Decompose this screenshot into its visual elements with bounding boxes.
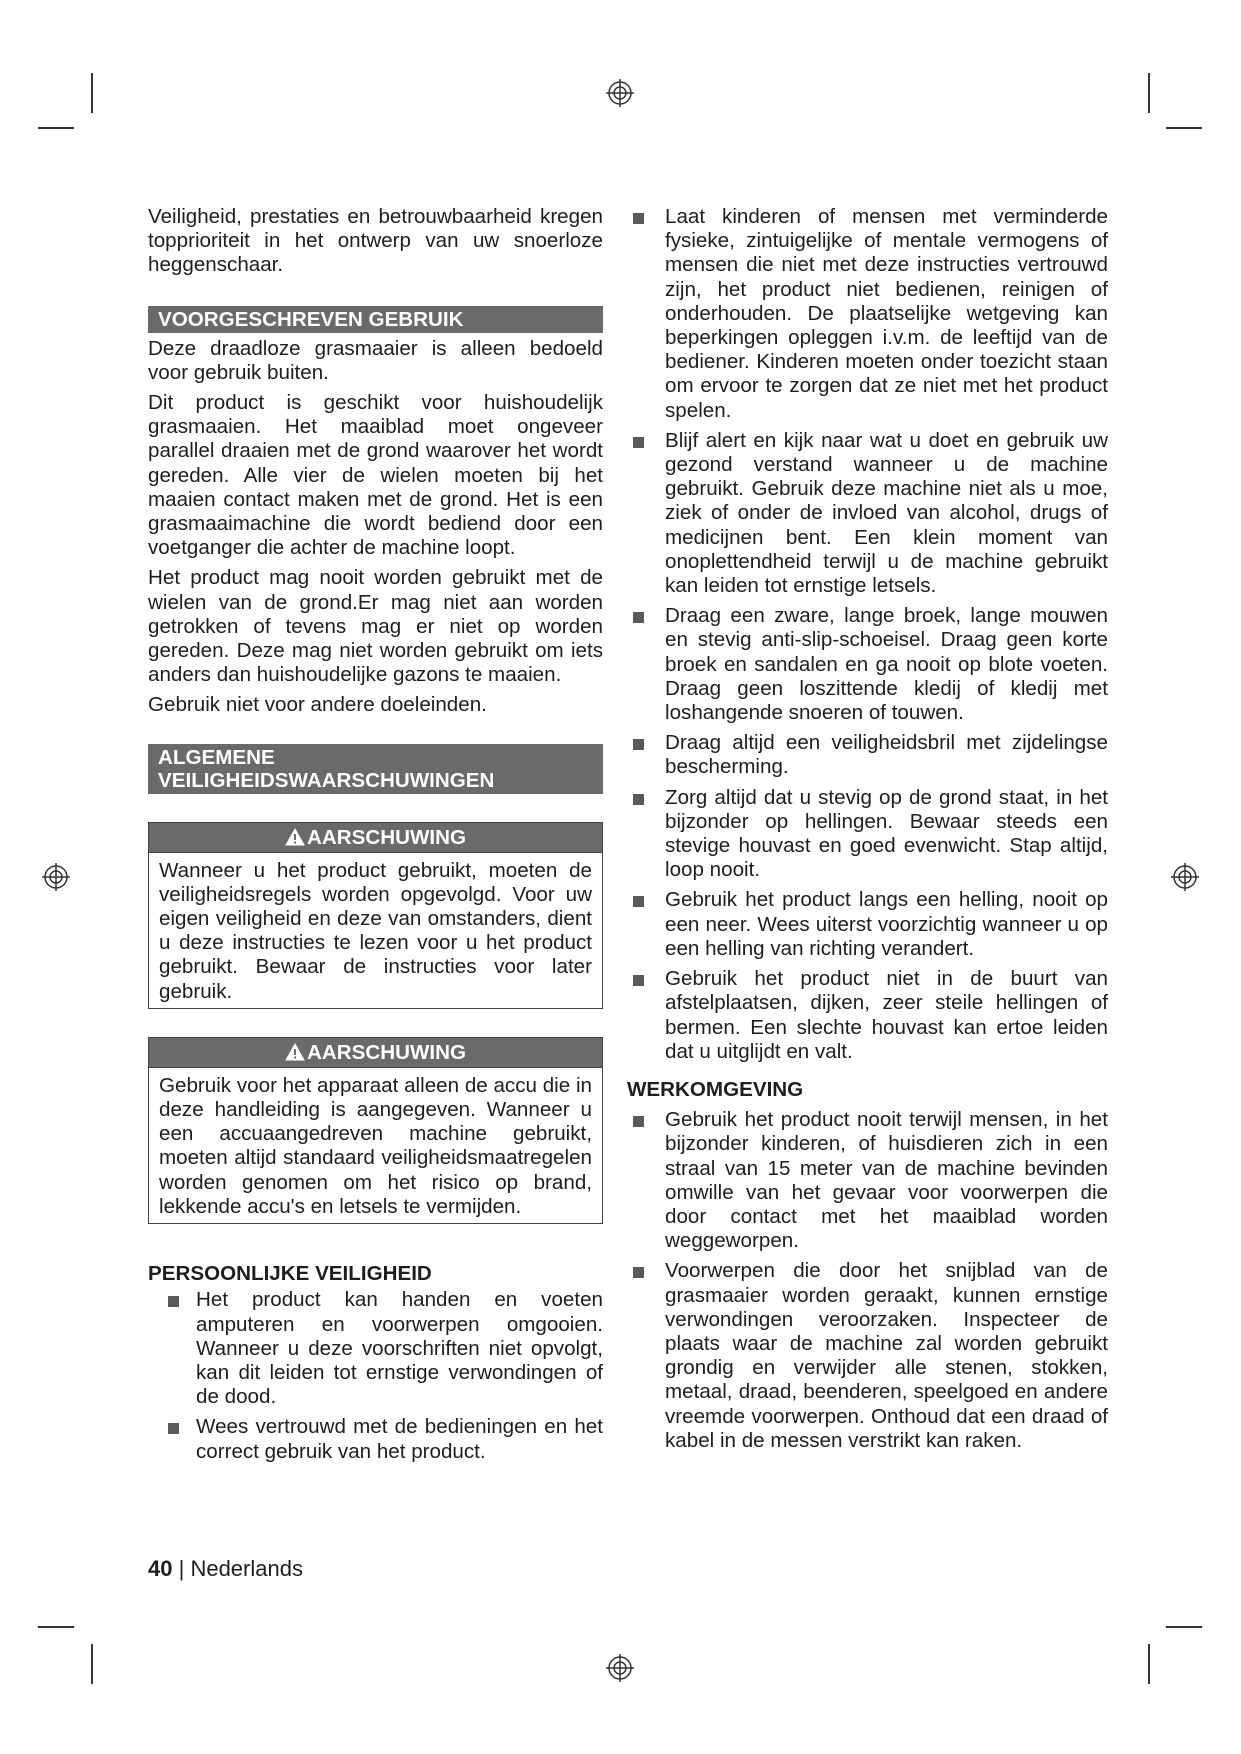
square-bullet-icon xyxy=(633,612,644,623)
square-bullet-icon xyxy=(633,1116,644,1127)
general-safety-list xyxy=(630,205,1108,1064)
section-title-intended-use: VOORGESCHREVEN GEBRUIK xyxy=(148,306,603,333)
warning-box-1-text: Wanneer u het product gebruikt, moeten de veiligheidsregels worden opgevolgd. Voor uw eigen veiligheid en deze van omstanders, dient u deze instructies te lezen voor u het product gebruikt. Bewaar de instructies voor later gebruik. xyxy=(159,858,592,1003)
list-item: Laat kinderen of mensen met verminderde fysieke, zintuigelijke of mentale vermogens of mensen die niet met deze instructies vertrouwd zijn, het product niet bedienen, reinigen of onderhouden. De plaatselijke wetgeving kan beperkingen opleggen i.v.m. de leeftijd van de bediener. Kinderen moeten onder toezicht staan om ervoor te zorgen dat ze niet met het product spelen. xyxy=(633,205,1108,423)
registration-mark-icon-right xyxy=(1170,862,1200,892)
warning-box-1 xyxy=(148,822,603,1009)
page-number: 40 xyxy=(148,1556,173,1581)
crop-mark-bottom-left-vertical xyxy=(91,1644,93,1684)
warning-triangle-icon xyxy=(285,828,305,846)
registration-mark-icon-left xyxy=(41,862,71,892)
list-item: Blijf alert en kijk naar wat u doet en gebruik uw gezond verstand wanneer u de machine gebruikt. Gebruik deze machine niet als u moe, ziek of onder de invloed van alcohol, drugs of medicijnen bent. Een klein moment van onoplettendheid terwijl u de machine gebruikt kan leiden tot ernstige letsels. xyxy=(633,429,1108,598)
list-item: Gebruik het product nooit terwijl mensen, in het bijzonder kinderen, of huisdieren zich in een straal van 15 meter van de machine bevinden omwille van het gevaar voor voorwerpen die door contact met het maaiblad worden weggeworpen. xyxy=(633,1108,1108,1253)
square-bullet-icon xyxy=(633,213,644,224)
section-title-work-area: WERKOMGEVING xyxy=(627,1077,804,1101)
left-column xyxy=(148,205,603,1470)
registration-mark-icon-bottom xyxy=(605,1653,635,1683)
square-bullet-icon xyxy=(633,794,644,805)
warning-box-2-header xyxy=(149,1038,602,1068)
warning-box-1-title: AARSCHUWING xyxy=(306,825,467,849)
list-item: Draag altijd een veiligheidsbril met zijdelingse bescherming. xyxy=(633,731,1108,779)
section-title-personal-safety: PERSOONLIJKE VEILIGHEID xyxy=(148,1262,432,1286)
footer-language: Nederlands xyxy=(190,1556,303,1581)
list-item: Draag een zware, lange broek, lange mouwen en stevig anti-slip-schoeisel. Draag geen korte broek en sandalen en ga nooit op blote voeten. Draag geen loszittende kledij of kledij met loshangende snoeren of touwen. xyxy=(633,604,1108,725)
section-title-general-warnings xyxy=(148,744,603,794)
square-bullet-icon xyxy=(633,896,644,907)
list-item: Het product kan handen en voeten amputeren en voorwerpen omgooien. Wanneer u deze voorschriften niet opvolgt, kan dit leiden tot ernstige verwondingen of de dood. xyxy=(168,1288,603,1409)
square-bullet-icon xyxy=(633,739,644,750)
crop-mark-bottom-left-horizontal xyxy=(38,1626,74,1628)
crop-mark-top-left-horizontal xyxy=(38,127,74,129)
square-bullet-icon xyxy=(168,1423,179,1434)
general-warnings-title-line1: ALGEMENE xyxy=(158,745,275,769)
intended-use-paragraph-2: Dit product is geschikt voor huishoudelijk grasmaaien. Het maaiblad moet ongeveer parallel draaien met de grond waarover het wordt gereden. Alle vier de wielen moeten bij het maaien contact maken met de grond. Het is een grasmaaimachine die wordt bediend door een voetganger die achter de machine loopt. xyxy=(148,391,603,560)
warning-box-2 xyxy=(148,1037,603,1224)
footer-separator: | xyxy=(178,1556,185,1581)
intro-paragraph: Veiligheid, prestaties en betrouwbaarheid kregen topprioriteit in het ontwerp van uw snoerloze heggenschaar. xyxy=(148,205,603,277)
warning-triangle-icon xyxy=(285,1043,305,1061)
work-area-list xyxy=(630,1108,1108,1453)
list-item: Zorg altijd dat u stevig op de grond staat, in het bijzonder op hellingen. Bewaar steeds een stevige houvast en goed evenwicht. Stap altijd, loop nooit. xyxy=(633,786,1108,883)
personal-safety-list xyxy=(168,1288,603,1463)
list-item: Gebruik het product langs een helling, nooit op een neer. Wees uiterst voorzichtig wanneer u op een helling van richting verandert. xyxy=(633,888,1108,961)
warning-box-2-text: Gebruik voor het apparaat alleen de accu die in deze handleiding is aangegeven. Wanneer u een accuaangedreven machine gebruikt, moeten altijd standaard veiligheidsmaatregelen worden genomen om het risico op brand, lekkende accu's en letsels te vermijden. xyxy=(159,1073,592,1218)
intended-use-paragraph-1: Deze draadloze grasmaaier is alleen bedoeld voor gebruik buiten. xyxy=(148,336,603,384)
registration-mark-icon-top xyxy=(605,78,635,108)
list-item: Gebruik het product niet in de buurt van afstelplaatsen, dijken, zeer steile hellingen of bermen. Een slechte houvast kan ertoe leiden dat u uitglijdt en valt. xyxy=(633,967,1108,1064)
warning-box-2-title: AARSCHUWING xyxy=(306,1040,467,1064)
crop-mark-top-right-horizontal xyxy=(1166,127,1202,129)
crop-mark-top-left-vertical xyxy=(91,73,93,113)
list-item: Voorwerpen die door het snijblad van de grasmaaier worden geraakt, kunnen ernstige verwondingen veroorzaken. Inspecteer de plaats waar de machine zal worden gebruikt grondig en verwijder alle stenen, stokken, metaal, draad, beenderen, speelgoed en andere vreemde voorwerpen. Onthoud dat een draad of kabel in de messen verstrikt kan raken. xyxy=(633,1259,1108,1453)
square-bullet-icon xyxy=(633,1267,644,1278)
page-footer xyxy=(148,1556,303,1582)
square-bullet-icon xyxy=(633,975,644,986)
intended-use-paragraph-4: Gebruik niet voor andere doeleinden. xyxy=(148,693,487,717)
square-bullet-icon xyxy=(633,437,644,448)
list-item: Wees vertrouwd met de bedieningen en het correct gebruik van het product. xyxy=(168,1415,603,1463)
square-bullet-icon xyxy=(168,1296,179,1307)
crop-mark-bottom-right-vertical xyxy=(1148,1644,1150,1684)
crop-mark-bottom-right-horizontal xyxy=(1166,1626,1202,1628)
general-warnings-title-line2: VEILIGHEIDSWAARSCHUWINGEN xyxy=(158,768,495,792)
crop-mark-top-right-vertical xyxy=(1148,73,1150,113)
warning-box-1-header xyxy=(149,823,602,853)
intended-use-paragraph-3: Het product mag nooit worden gebruikt met de wielen van de grond.Er mag niet aan worden getrokken of tevens mag er niet op worden gereden. Deze mag niet worden gebruikt om iets anders dan huishoudelijke gazons te maaien. xyxy=(148,566,603,687)
right-column xyxy=(627,205,1108,1459)
